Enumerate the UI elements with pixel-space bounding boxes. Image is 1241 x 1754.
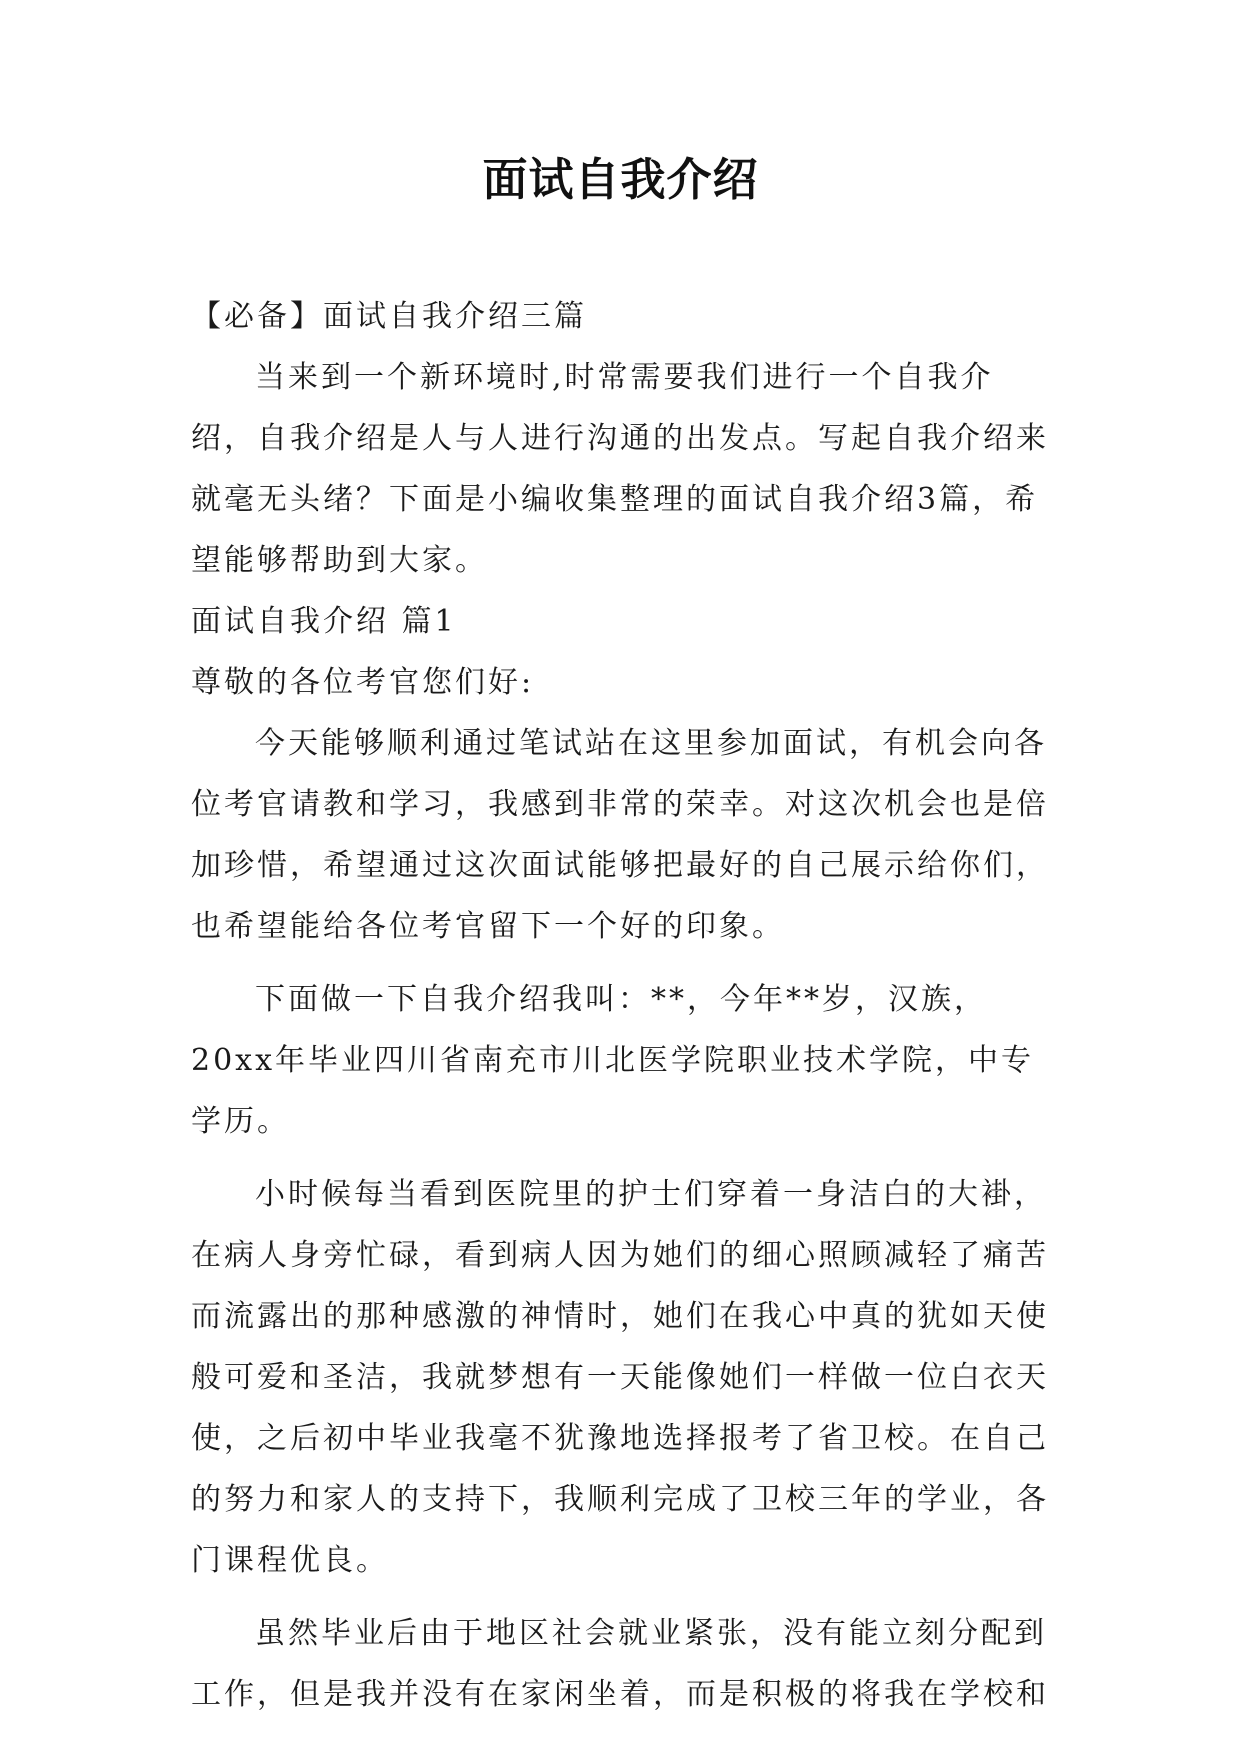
body-paragraph-1: 今天能够顺利通过笔试站在这里参加面试，有机会向各位考官请教和学习，我感到非常的荣幸。对这次机会也是倍加珍惜，希望通过这次面试能够把最好的自己展示给你们，也希望能给各位考官留下一个好的印象。 xyxy=(191,726,1049,944)
subtitle-line: 【必备】面试自我介绍三篇 xyxy=(191,299,587,334)
document-title: 面试自我介绍 xyxy=(482,153,759,206)
body-paragraph-4: 虽然毕业后由于地区社会就业紧张，没有能立刻分配到工作，但是我并没有在家闲坐着，而是积极的将我在学校和 xyxy=(191,1616,1049,1712)
greeting-line: 尊敬的各位考官您们好: xyxy=(191,665,535,700)
body-paragraph-3: 小时候每当看到医院里的护士们穿着一身洁白的大褂，在病人身旁忙碌，看到病人因为她们的细心照顾减轻了痛苦而流露出的那种感激的神情时，她们在我心中真的犹如天使般可爱和圣洁，我就梦想有一天能像她们一样做一位白衣天使，之后初中毕业我毫不犹豫地选择报考了省卫校。在自己的努力和家人的支持下，我顺利完成了卫校三年的学业，各门课程优良。 xyxy=(191,1177,1049,1578)
document-body xyxy=(191,286,1057,1725)
section-heading: 面试自我介绍 篇1 xyxy=(191,604,457,639)
body-paragraph-2: 下面做一下自我介绍我叫：**，今年**岁，汉族，20xx年毕业四川省南充市川北医学院职业技术学院，中专学历。 xyxy=(191,982,1035,1139)
intro-paragraph: 当来到一个新环境时,时常需要我们进行一个自我介绍，自我介绍是人与人进行沟通的出发点。写起自我介绍来就毫无头绪？下面是小编收集整理的面试自我介绍3篇，希望能够帮助到大家。 xyxy=(191,360,1049,578)
